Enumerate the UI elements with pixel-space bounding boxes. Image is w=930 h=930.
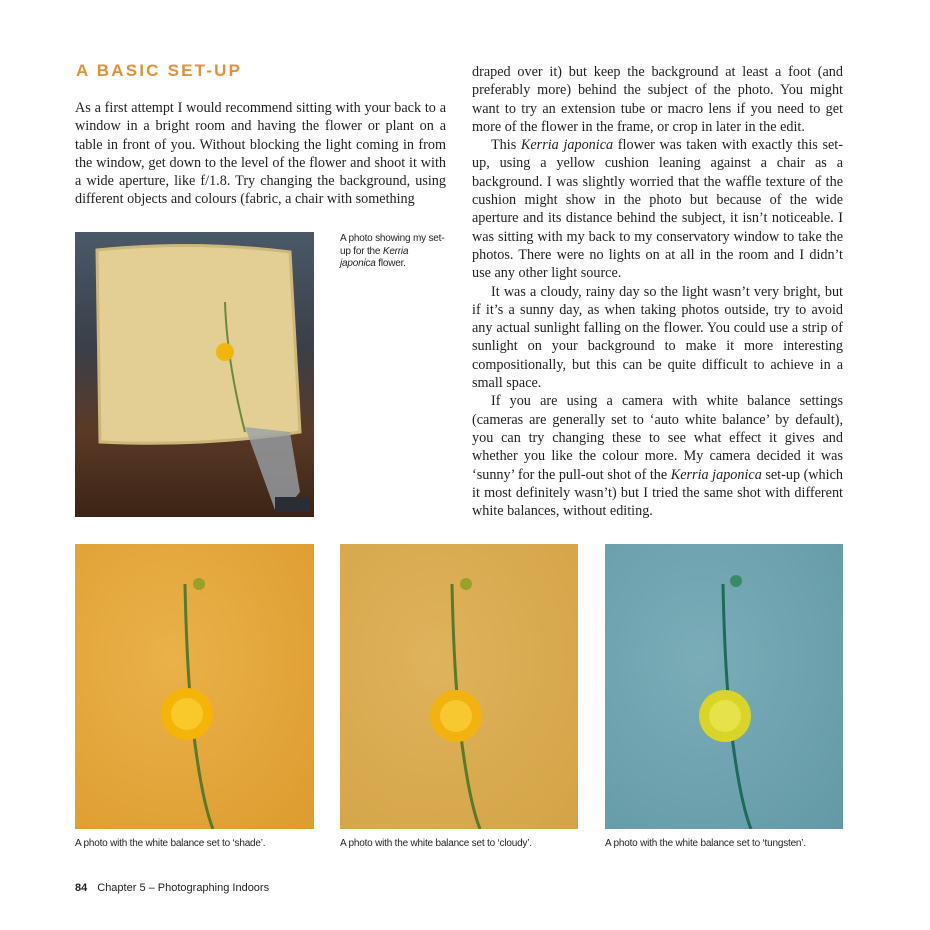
caption-tungsten: A photo with the white balance set to ‘tungsten’. bbox=[605, 838, 806, 849]
text: This bbox=[491, 137, 521, 154]
setup-photo-image bbox=[75, 232, 314, 517]
section-heading: A BASIC SET-UP bbox=[76, 61, 243, 80]
page-footer bbox=[75, 882, 269, 894]
text: flower was taken with exactly this set-up, using a yellow cushion leaning against a chair as a background. I was slightly worried that the waffle texture of the cushion might show in the photo but because of the wide aperture and its distance behind the subject, it isn’t noticeable. I was sitting with my back to my conservatory window to take the photos. There were no lights on at all in the room and I didn’t use any other light source. bbox=[472, 137, 843, 282]
caption-shade: A photo with the white balance set to ‘shade’. bbox=[75, 838, 266, 849]
paragraph bbox=[472, 392, 843, 520]
text: A photo showing my set-up for the bbox=[340, 233, 445, 257]
left-column bbox=[75, 99, 446, 209]
text: set-up (which it most definitely wasn’t) but I tried the same shot with different white balances, without editing. bbox=[472, 466, 843, 520]
photo-tungsten bbox=[605, 544, 843, 829]
chapter-title: Chapter 5 – Photographing Indoors bbox=[97, 882, 270, 894]
page-number: 84 bbox=[75, 882, 88, 894]
paragraph: draped over it) but keep the background at least a foot (and preferably more) behind the subject of the photo. You might want to try an extension tube or macro lens if you need to get more of the flower in the frame, or crop in later in the edit. bbox=[472, 64, 843, 135]
flower-image bbox=[340, 544, 578, 829]
italic-text: Kerria japonica bbox=[670, 466, 762, 483]
photo-cloudy bbox=[340, 544, 578, 829]
photo-shade bbox=[75, 544, 314, 829]
text: flower. bbox=[375, 258, 406, 269]
right-column bbox=[472, 63, 843, 520]
paragraph: It was a cloudy, rainy day so the light wasn’t very bright, but if it’s a sunny day, as when taking photos outside, try to avoid any actual sunlight falling on the flower. You could use a strip of sunlight on your background to make it more interesting compositionally, but this can be quite difficult to achieve in a small space. bbox=[472, 283, 843, 392]
italic-text: Kerria japonica bbox=[520, 137, 614, 154]
flower-image bbox=[605, 544, 843, 829]
text: If you are using a camera with white balance settings (cameras are generally set to ‘auto white balance’ by default), you can try changing these to see what effect it gives and whether you like the colour more. My camera decided it was ‘sunny’ for the pull-out shot of the bbox=[472, 393, 843, 483]
paragraph bbox=[472, 136, 843, 282]
italic-text: Kerria japonica bbox=[340, 245, 409, 269]
setup-photo-caption bbox=[340, 233, 445, 271]
paragraph: As a first attempt I would recommend sitting with your back to a window in a bright room and having the flower or plant on a table in front of you. Without blocking the light coming in from the window, get down to the level of the flower and shoot it with a wide aperture, like f/1.8. Try changing the background, using different objects and colours (fabric, a chair with something bbox=[75, 100, 446, 208]
caption-cloudy: A photo with the white balance set to ‘cloudy’. bbox=[340, 838, 532, 849]
setup-photo bbox=[75, 232, 314, 517]
flower-image bbox=[75, 544, 314, 829]
